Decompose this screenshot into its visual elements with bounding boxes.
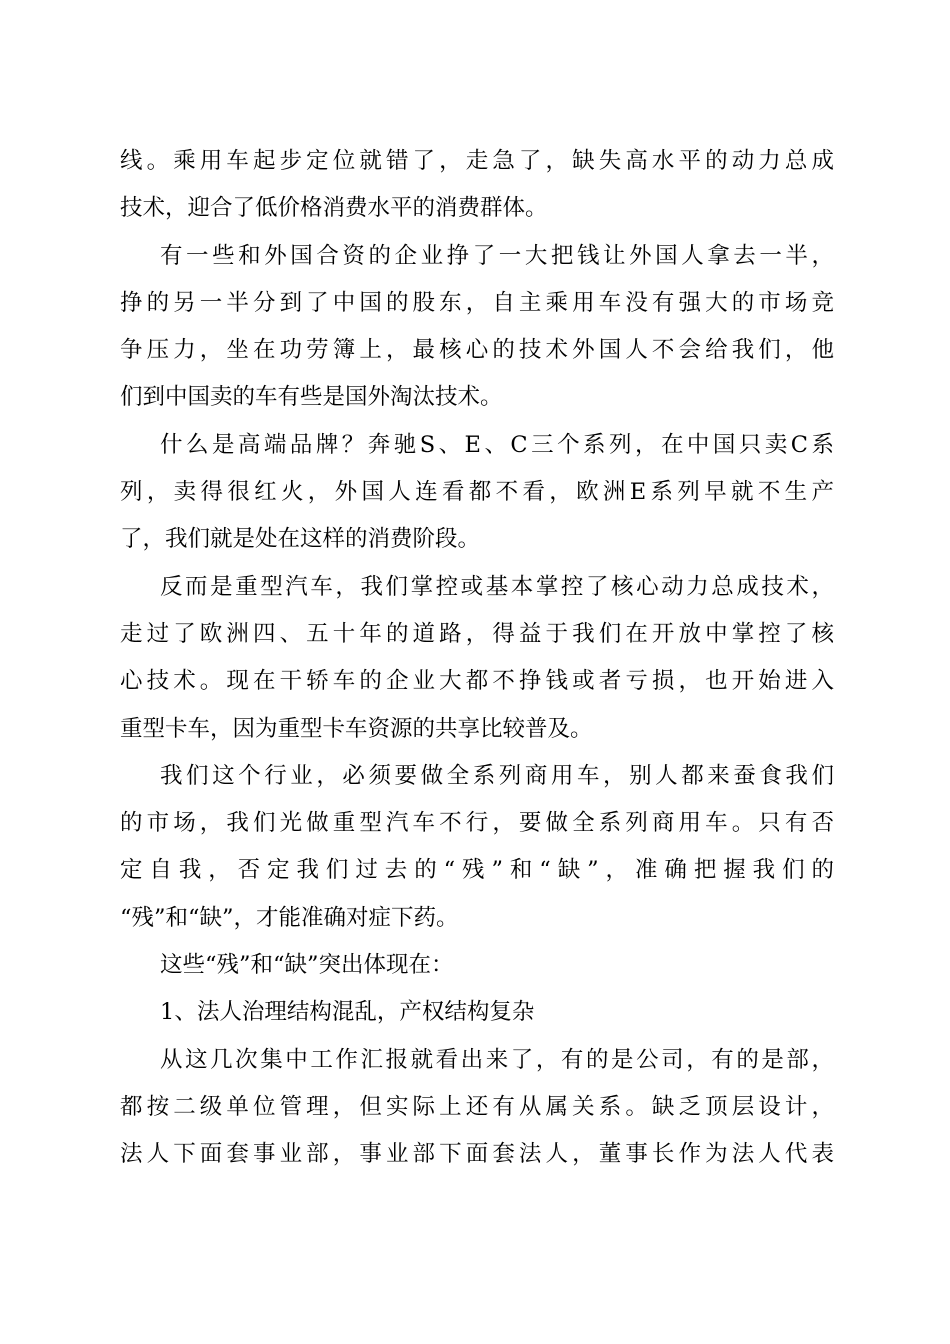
paragraph-5-line-4: “残”和“缺”，才能准确对症下药。 [120,904,459,931]
paragraph-6-line-1: 这些“残”和“缺”突出体现在： [160,952,454,979]
paragraph-5-line-2: 的市场，我们光做重型汽车不行，要做全系列商用车。只有否 [120,810,834,837]
body-text [120,138,834,1179]
paragraph-8-line-2: 都按二级单位管理，但实际上还有从属关系。缺乏顶层设计， [120,1093,834,1120]
paragraph-8-line-3: 法人下面套事业部，事业部下面套法人，董事长作为法人代表 [120,1141,834,1168]
paragraph-4-line-1: 反而是重型汽车，我们掌控或基本掌控了核心动力总成技术， [160,573,834,600]
paragraph-3-line-3: 了，我们就是处在这样的消费阶段。 [120,526,481,553]
paragraph-2-line-3: 争压力，坐在功劳簿上，最核心的技术外国人不会给我们，他 [120,337,834,364]
paragraph-8-line-1: 从这几次集中工作汇报就看出来了，有的是公司，有的是部， [160,1046,834,1073]
paragraph-5-line-3: 定自我，否定我们过去的“残”和“缺”，准确把握我们的 [120,857,834,884]
paragraph-1-line-1: 线。乘用车起步定位就错了，走急了，缺失高水平的动力总成 [120,148,834,174]
paragraph-7-line-1: 1、法人治理结构混乱，产权结构复杂 [160,999,535,1026]
paragraph-4-line-2: 走过了欧洲四、五十年的道路，得益于我们在开放中掌控了核 [120,620,834,647]
paragraph-3-line-1: 什么是高端品牌？奔驰S、E、C三个系列，在中国只卖C系 [160,431,834,458]
paragraph-3-line-2: 列，卖得很红火，外国人连看都不看，欧洲E系列早就不生产 [120,479,834,506]
paragraph-5-line-1: 我们这个行业，必须要做全系列商用车，别人都来蚕食我们 [160,762,834,789]
paragraph-2-line-2: 挣的另一半分到了中国的股东，自主乘用车没有强大的市场竞 [120,289,834,316]
paragraph-2-line-4: 们到中国卖的车有些是国外淘汰技术。 [120,384,503,411]
paragraph-1-line-2: 技术，迎合了低价格消费水平的消费群体。 [120,195,548,222]
paragraph-4-line-3: 心技术。现在干轿车的企业大都不挣钱或者亏损，也开始进入 [120,668,834,695]
paragraph-2-line-1: 有一些和外国合资的企业挣了一大把钱让外国人拿去一半， [160,242,834,269]
paragraph-4-line-4: 重型卡车，因为重型卡车资源的共享比较普及。 [120,715,593,742]
